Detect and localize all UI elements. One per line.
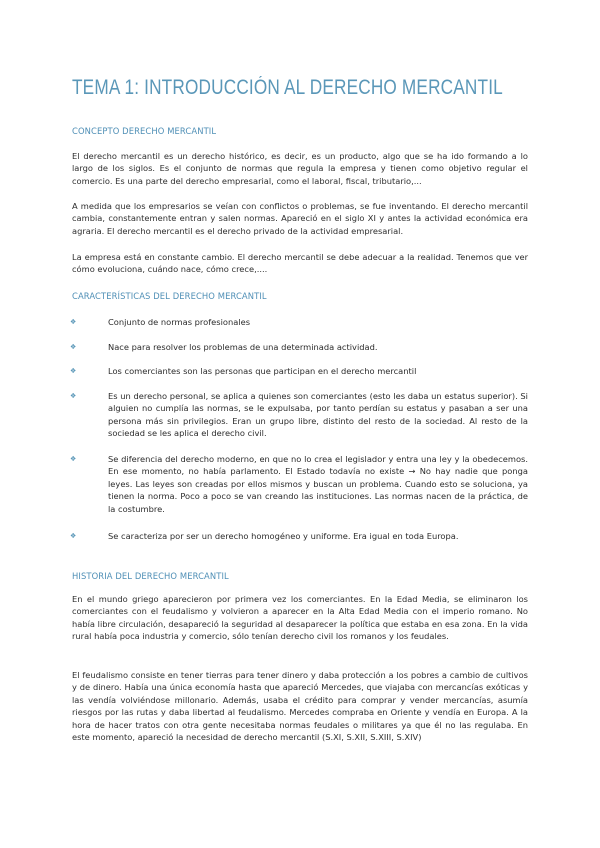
list-item-text: Se caracteriza por ser un derecho homogéneo y uniforme. Era igual en toda Europa. [108,531,459,541]
list-item-text: Se diferencia del derecho moderno, en que no lo crea el legislador y entra una ley y la obedecemos. En ese momento, no había parlamento. El Estado todavía no existe → No hay nadie que ponga leyes. Las leyes son creadas por ellos mismos y buscan un problema. Cuando esto se soluciona, ya tienen la norma. Poco a poco se van creando las instituciones. Las normas nacen de la práctica, de la costumbre. [108,454,528,514]
paragraph: La empresa está en constante cambio. El derecho mercantil se debe adecuar a la realidad. Tenemos que ver cómo evoluciona, cuándo nace, cómo crece,.... [72,252,528,275]
list-item [70,390,528,440]
paragraph: En el mundo griego aparecieron por primera vez los comerciantes. En la Edad Media, se eliminaron los comerciantes con el feudalismo y volvieron a aparecer en la Alta Edad Media con el imperio romano. No había libre circulación, desapareció la seguridad al desaparecer la política que estaba en esa zona. En la vida rural había poca industria y comercio, sólo tenían derecho civil los romanos y los feudales. [72,594,528,642]
paragraph: El feudalismo consiste en tener tierras para tener dinero y daba protección a los pobres a cambio de cultivos y de dinero. Había una única economía hasta que apareció Mercedes, que viajaba con mercancías exóticas y las vendía volviéndose millonario. Además, usaba el crédito para comprar y vender mercancías, asumía riesgos por las rutas y daba libertad al feudalismo. Mercedes compraba en Oriente y vendía en Europa. A la hora de hacer tratos con otra gente necesitaba normas feudales o militares ya que él no las regulaba. En este momento, apareció la necesidad de derecho mercantil (S.XI, S.XII, S.XIII, S.XIV) [72,670,528,743]
list-item [70,316,528,328]
paragraph: A medida que los empresarios se veían con conflictos o problemas, se fue inventando. El derecho mercantil cambia, constantemente entran y salen normas. Apareció en el siglo XI y antes la actividad económica era agraria. El derecho mercantil es el derecho privado de la actividad empresarial. [72,201,528,236]
list-item [70,341,528,353]
list-item [70,453,528,515]
diamond-bullet-icon: ❖ [70,455,77,463]
list-item-text: Los comerciantes son las personas que participan en el derecho mercantil [108,366,417,376]
page-title: TEMA 1: INTRODUCCIÓN AL DERECHO MERCANTIL [72,76,503,99]
list-item-text: Nace para resolver los problemas de una determinada actividad. [108,342,378,352]
diamond-bullet-icon: ❖ [70,318,77,326]
paragraph: El derecho mercantil es un derecho histórico, es decir, es un producto, algo que se ha ido formando a lo largo de los siglos. Es el conjunto de normas que regula la empresa y tienen como objetivo regular el comercio. Es una parte del derecho empresarial, como el laboral, fiscal, tributario,... [72,151,528,186]
list-item [70,365,528,377]
list-item-text: Conjunto de normas profesionales [108,317,251,327]
list-item-text: Es un derecho personal, se aplica a quienes son comerciantes (esto les daba un estatus superior). Si alguien no cumplía las normas, se le expulsaba, por tanto perdían su estatus y pasaban a ser una persona más sin privilegios. Eran un grupo libre, distinto del resto de la sociedad. Al resto de la sociedad se les aplica el derecho civil. [108,391,528,439]
list-item [70,530,528,542]
section-heading-concepto: CONCEPTO DERECHO MERCANTIL [72,126,217,136]
section-heading-caracteristicas: CARACTERÍSTICAS DEL DERECHO MERCANTIL [72,291,267,301]
diamond-bullet-icon: ❖ [70,367,77,375]
diamond-bullet-icon: ❖ [70,343,77,351]
diamond-bullet-icon: ❖ [70,392,77,400]
diamond-bullet-icon: ❖ [70,532,77,540]
section-heading-historia: HISTORIA DEL DERECHO MERCANTIL [72,571,229,581]
